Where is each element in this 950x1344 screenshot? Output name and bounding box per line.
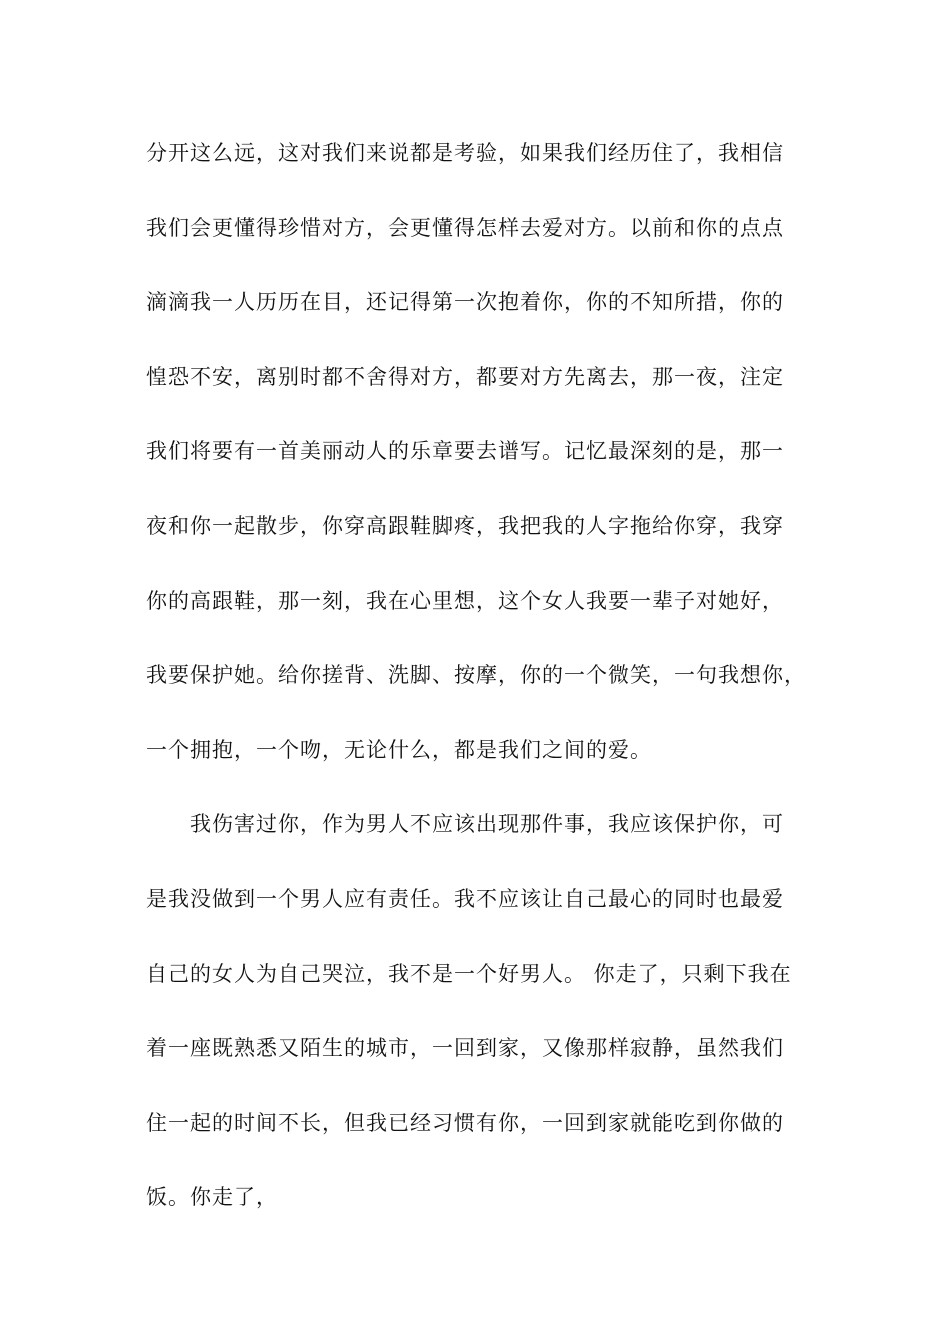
text-line: 滴滴我一人历历在目，还记得第一次抱着你，你的不知所措，你的 (146, 290, 784, 315)
body-text (146, 133, 836, 1252)
text-line: 你的高跟鞋，那一刻，我在心里想，这个女人我要一辈子对她好， (146, 588, 784, 613)
text-line: 是我没做到一个男人应有责任。我不应该让自己最心的同时也最爱 (146, 886, 784, 911)
text-line: 住一起的时间不长，但我已经习惯有你，一回到家就能吃到你做的 (146, 1110, 784, 1135)
text-line: 我们会更懂得珍惜对方，会更懂得怎样去爱对方。以前和你的点点 (146, 215, 784, 240)
text-line: 饭。你走了， (146, 1185, 278, 1210)
text-line: 一个拥抱，一个吻，无论什么，都是我们之间的爱。 (146, 737, 652, 762)
paragraph-start-line: 我伤害过你，作为男人不应该出现那件事，我应该保护你，可 (190, 812, 784, 837)
text-line: 我们将要有一首美丽动人的乐章要去谱写。记忆最深刻的是，那一 (146, 439, 784, 464)
text-line: 我要保护她。给你搓背、洗脚、按摩，你的一个微笑，一句我想你， (146, 663, 806, 688)
text-line: 惶恐不安，离别时都不舍得对方，都要对方先离去，那一夜，注定 (146, 364, 784, 389)
text-line: 夜和你一起散步，你穿高跟鞋脚疼，我把我的人字拖给你穿，我穿 (146, 513, 784, 538)
text-line: 着一座既熟悉又陌生的城市，一回到家，又像那样寂静，虽然我们 (146, 1036, 784, 1061)
text-line: 分开这么远，这对我们来说都是考验，如果我们经历住了，我相信 (146, 141, 784, 165)
text-line: 自己的女人为自己哭泣，我不是一个好男人。 你走了，只剩下我在 (146, 961, 792, 986)
